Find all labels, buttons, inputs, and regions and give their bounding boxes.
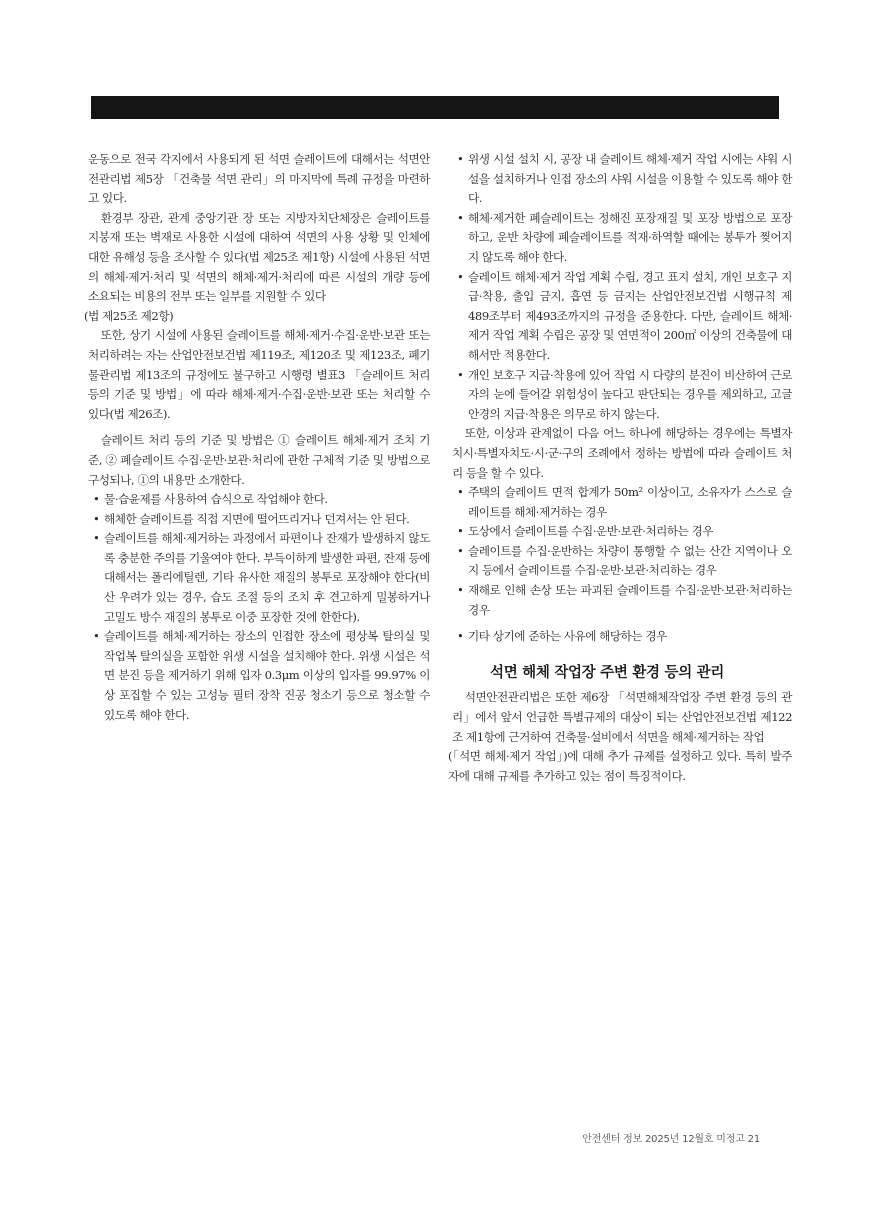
page-footer: 안전센터 정보 2025년 12월호 미정고 21 — [582, 1134, 760, 1145]
exception-cases-list — [452, 483, 792, 647]
paragraph-law-reference: (법 제25조 제2항) — [84, 308, 174, 323]
paragraph-slate-intro: 운동으로 전국 각지에서 사용되게 된 석면 슬레이트에 대해서는 석면안전관리법 제5장 「건축물 석면 관리」의 마지막에 특례 규정을 마련하고 있다. — [88, 152, 430, 206]
list-item: • 기타 상기에 준하는 사유에 해당하는 경우 — [452, 627, 792, 647]
header-bar — [91, 96, 779, 119]
right-column — [448, 150, 792, 786]
list-item: • 물·습윤제를 사용하여 습식으로 작업해야 한다. — [88, 490, 430, 510]
left-column — [84, 150, 430, 725]
list-item: • 개인 보호구 지급·착용에 있어 작업 시 다량의 분진이 비산하여 근로자의 눈에 들어갈 위험성이 높다고 판단되는 경우를 제외하고, 고글 안경의 지급·착용은 의무로 하지 않는다. — [452, 366, 792, 425]
list-item: • 슬레이트 해체·제거 작업 계획 수립, 경고 표지 설치, 개인 보호구 지급·착용, 출입 금지, 흡연 등 금지는 산업안전보건법 시행규칙 제489조부터 제493조까지의 규정을 준용한다. 다만, 슬레이트 해체·제거 작업 계획 수립은 공장 및 연면적이 200㎡ 이상의 건축물에 대해서만 적용한다. — [452, 268, 792, 366]
list-item: • 재해로 인해 손상 또는 파괴된 슬레이트를 수집·운반·보관·처리하는 경우 — [452, 581, 792, 620]
section-heading: 석면 해체 작업장 주변 환경 등의 관리 — [490, 664, 725, 681]
list-item: • 주택의 슬레이트 면적 합계가 50m² 이상이고, 소유자가 스스로 슬레이트를 해체·제거하는 경우 — [452, 483, 792, 522]
list-item: • 슬레이트를 해체·제거하는 과정에서 파편이나 잔재가 발생하지 않도록 충분한 주의를 기울여야 한다. 부득이하게 발생한 파편, 잔재 등에 대해서는 폴리에틸렌, 기타 유사한 재질의 봉투로 포장해야 한다(비산 우려가 있는 경우, 습도 조절 등의 조치 후 견고하게 밀봉하거나 고밀도 방수 재질의 봉투로 이중 포장한 것에 한한다). — [88, 529, 430, 627]
paragraph-additional-regulation: (「석면 해체·제거 작업」)에 대해 추가 규제를 설정하고 있다. 특히 발주자에 대해 규제를 추가하고 있는 점이 특징적이다. — [448, 749, 792, 783]
paragraph-environment-management: 석면안전관리법은 또한 제6장 「석면해체작업장 주변 환경 등의 관리」에서 앞서 언급한 특별규제의 대상이 되는 산업안전보건법 제122조 제1항에 근거하여 건축물·설비에서 석면을 해체·제거하는 작업 — [452, 690, 792, 744]
list-item: • 슬레이트를 수집·운반하는 차량이 통행할 수 없는 산간 지역이나 오지 등에서 슬레이트를 수집·운반·보관·처리하는 경우 — [452, 542, 792, 581]
list-item: • 위생 시설 설치 시, 공장 내 슬레이트 해체·제거 작업 시에는 샤워 시설을 설치하거나 인접 장소의 샤워 시설을 이용할 수 있도록 해야 한다. — [452, 150, 792, 209]
paragraph-standards: 슬레이트 처리 등의 기준 및 방법은 ① 슬레이트 해체·제거 조치 기준, ② 폐슬레이트 수집·운반·보관·처리에 관한 구체적 기준 및 방법으로 구성되나, ①의 내용만 소개한다. — [88, 433, 430, 487]
removal-standards-list — [88, 490, 430, 725]
list-item: • 해체·제거한 폐슬레이트는 정해진 포장재질 및 포장 방법으로 포장하고, 운반 차량에 폐슬레이트를 적재·하역할 때에는 봉투가 찢어지지 않도록 해야 한다. — [452, 209, 792, 268]
list-item: • 도상에서 슬레이트를 수집·운반·보관·처리하는 경우 — [452, 522, 792, 542]
paragraph-survey-support: 환경부 장관, 관계 중앙기관 장 또는 지방자치단체장은 슬레이트를 지붕재 또는 벽재로 사용한 시설에 대하여 석면의 사용 상황 및 인체에 대한 유해성 등을 조사할 수 있다(법 제25조 제1항) 시설에 사용된 석면의 해체·제거·처리 및 석면의 해체·제거·처리에 따른 시설의 개량 등에 소요되는 비용의 전부 또는 일부를 지원할 수 있다 — [88, 210, 430, 304]
list-item: • 슬레이트를 해체·제거하는 장소의 인접한 장소에 평상복 탈의실 및 작업복 탈의실을 포함한 위생 시설을 설치해야 한다. 위생 시설은 석면 분진 등을 제거하기 위해 입자 0.3μm 이상의 입자를 99.97% 이상 포집할 수 있는 고성능 필터 장착 진공 청소기 등으로 청소할 수 있도록 해야 한다. — [88, 627, 430, 725]
list-item: • 해체한 슬레이트를 직접 지면에 떨어뜨리거나 던져서는 안 된다. — [88, 510, 430, 530]
paragraph-local-ordinance: 또한, 이상과 관계없이 다음 어느 하나에 해당하는 경우에는 특별자치시·특별자치도·시·군·구의 조례에서 정하는 방법에 따라 슬레이트 처리 등을 할 수 있다. — [452, 426, 792, 480]
paragraph-handling-exception: 또한, 상기 시설에 사용된 슬레이트를 해체·제거·수집·운반·보관 또는 처리하려는 자는 산업안전보건법 제119조, 제120조 및 제123조, 폐기물관리법 제13조의 규정에도 불구하고 시행령 별표3 「슬레이트 처리 등의 기준 및 방법」에 따라 해체·제거·수집·운반·보관 또는 처리할 수 있다(법 제26조). — [88, 328, 430, 421]
removal-standards-list-continued — [452, 150, 792, 424]
